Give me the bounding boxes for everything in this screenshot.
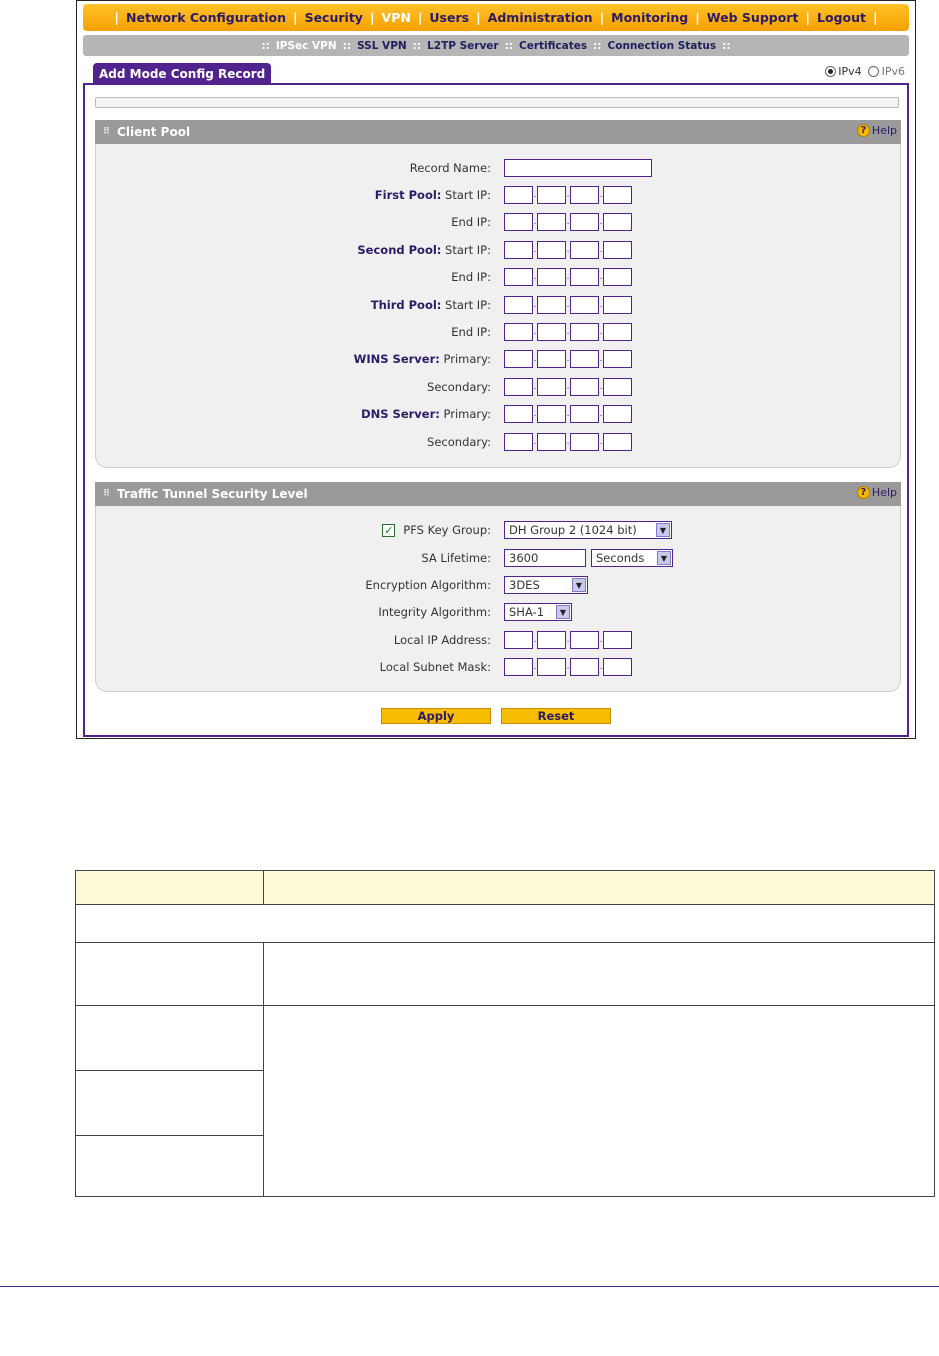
ip-dot: . [566,272,570,283]
ip-row [96,268,900,288]
ipv4-label: IPv4 [838,65,862,78]
ip-group-label: DNS Server: [361,407,440,422]
ip-dot: . [533,217,537,228]
footer-divider [0,1286,939,1287]
nav-monitoring[interactable]: Monitoring [611,10,689,25]
ip-version-selector [825,65,905,78]
ip-address-input[interactable] [504,405,632,423]
ip-octet-input[interactable] [504,323,533,341]
ip-octet-input[interactable] [537,241,566,259]
section-title: Traffic Tunnel Security Level [117,487,308,501]
ip-dot: . [533,299,537,310]
sa-lifetime-row [96,549,900,569]
ip-octet-input[interactable] [570,378,599,396]
integrity-row [96,603,900,623]
sa-lifetime-label: SA Lifetime: [421,551,491,565]
record-name-row [96,159,900,179]
ip-field-label: Secondary: [427,434,491,449]
reset-button[interactable]: Reset [501,708,611,724]
ip-row-label [451,215,491,229]
ip-dot: . [533,272,537,283]
ip-address-input[interactable] [504,323,632,341]
ip-row [96,405,900,425]
nav-security[interactable]: Security [304,10,363,25]
ip-group-label: Third Pool: [370,297,442,312]
help-icon: ? [857,124,870,137]
nav-logout[interactable]: Logout [817,10,866,25]
ip-field-label: End IP: [451,325,491,339]
ip-octet-input[interactable] [504,186,533,204]
ipv6-label: IPv6 [881,65,905,78]
table-header-row [76,871,935,905]
ip-row-label [451,325,491,339]
table-cell [76,943,264,1006]
ip-dot: . [599,244,603,255]
ip-dot: . [566,662,570,672]
ip-dot: . [599,217,603,228]
table-header-cell [76,871,264,905]
ip-octet-input[interactable] [537,296,566,314]
help-link[interactable] [857,486,897,499]
ip-dot: . [599,662,603,672]
encryption-select[interactable] [504,576,588,594]
ip-octet-input[interactable] [570,296,599,314]
integrity-value: SHA-1 [509,605,545,619]
ip-octet-input[interactable] [537,658,566,676]
ip-octet-input[interactable] [504,350,533,368]
ip-row [96,323,900,343]
section-title: Client Pool [117,125,191,139]
nav-vpn[interactable]: VPN [381,10,411,25]
subnav-ssl-vpn[interactable]: SSL VPN [357,39,407,52]
local-subnet-label: Local Subnet Mask: [379,660,491,674]
pfs-key-group-value: DH Group 2 (1024 bit) [509,523,637,537]
ip-row [96,433,900,453]
traffic-tunnel-section [95,482,901,692]
ip-octet-input[interactable] [603,213,632,231]
ip-octet-input[interactable] [570,405,599,423]
integrity-select[interactable] [504,603,572,621]
ip-dot: . [566,635,570,645]
encryption-row [96,576,900,596]
table-header-cell [264,871,935,905]
ip-row [96,186,900,206]
ip-address-input[interactable] [504,350,632,368]
encryption-value: 3DES [509,578,540,592]
action-buttons [85,708,907,728]
ip-dot: . [533,327,537,337]
tab-add-mode-config-record[interactable]: Add Mode Config Record [93,63,271,84]
pfs-key-group-select[interactable] [504,521,672,539]
ip-dot: . [566,217,570,228]
ip-octet-input[interactable] [504,631,533,649]
encryption-label: Encryption Algorithm: [365,578,491,592]
ip-dot: . [566,354,570,365]
ip-row-label [354,352,491,366]
local-subnet-input[interactable] [504,658,632,676]
ip-group-label: First Pool: [374,188,442,202]
ip-dot: . [599,381,603,392]
ip-octet-input[interactable] [570,241,599,259]
ip-field-label: Start IP: [445,242,491,257]
ip-octet-input[interactable] [603,378,632,396]
table-cell [76,1006,264,1071]
ip-octet-input[interactable] [504,378,533,396]
ip-address-input[interactable] [504,186,632,204]
local-subnet-row [96,658,900,678]
ip-address-input[interactable] [504,433,632,451]
ip-dot: . [533,244,537,255]
ip-row-label [427,380,491,394]
pfs-row [96,521,900,541]
ip-octet-input[interactable] [504,433,533,451]
pfs-label: PFS Key Group: [403,523,491,537]
ip-octet-input[interactable] [537,213,566,231]
subnav-connection-status[interactable]: Connection Status [607,39,717,52]
table-cell [76,1136,264,1197]
ip-dot: . [566,190,570,200]
subnav-certificates[interactable]: Certificates [519,39,588,52]
ip-field-label: Secondary: [427,379,491,394]
help-link[interactable] [857,124,897,137]
ip-dot: . [599,354,603,365]
nav-web-support[interactable]: Web Support [706,10,799,25]
chevron-down-icon: ▼ [556,605,570,619]
ip-row-label [375,188,491,202]
checkmark-icon: ✓ [384,524,394,537]
ip-group-label: Second Pool: [357,242,442,257]
ip-field-label: Start IP: [445,188,491,202]
ip-row-label [451,270,491,284]
ip-address-input[interactable] [504,241,632,259]
ip-dot: . [533,354,537,365]
ip-octet-input[interactable] [537,350,566,368]
table-row [76,943,935,1006]
ip-octet-input[interactable] [603,405,632,423]
sa-lifetime-input[interactable]: 3600 [504,549,586,567]
section-grip-icon: ⠿ [103,127,110,137]
ip-dot: . [599,409,603,420]
ip-octet-input[interactable] [570,433,599,451]
ip-octet-input[interactable] [603,350,632,368]
subnav-l2tp-server[interactable]: L2TP Server [427,39,499,52]
ip-dot: . [533,409,537,420]
ip-dot: . [599,436,603,447]
ip-octet-input[interactable] [603,658,632,676]
ip-dot: . [566,381,570,392]
ip-field-label: Start IP: [445,297,491,312]
ip-row [96,378,900,398]
help-label: Help [871,486,897,499]
ip-octet-input[interactable] [570,631,599,649]
local-ip-input[interactable] [504,631,632,649]
ip-dot: . [533,190,537,200]
ip-octet-input[interactable] [537,405,566,423]
ip-octet-input[interactable] [570,268,599,286]
nav-users[interactable]: Users [429,10,470,25]
ip-address-input[interactable] [504,296,632,314]
ip-octet-input[interactable] [537,378,566,396]
pfs-checkbox[interactable] [382,524,395,537]
ip-octet-input[interactable] [504,405,533,423]
chevron-down-icon: ▼ [572,578,586,592]
chevron-down-icon: ▼ [657,551,671,565]
ip-row [96,241,900,261]
local-ip-label: Local IP Address: [393,633,491,647]
table-row [76,905,935,943]
sub-navigation: :: IPSec VPN :: SSL VPN :: L2TP Server :: Certificates :: Connection Status :: [83,35,909,56]
ip-octet-input[interactable] [537,268,566,286]
integrity-label: Integrity Algorithm: [378,605,491,619]
ip-group-label: WINS Server: [353,352,440,367]
client-pool-section [95,120,901,468]
ip-octet-input[interactable] [504,241,533,259]
ip-dot: . [599,635,603,645]
ip-octet-input[interactable] [537,433,566,451]
ip-dot: . [566,244,570,255]
ip-dot: . [533,635,537,645]
table-cell [76,905,935,943]
ip-octet-input[interactable] [603,268,632,286]
ip-octet-input[interactable] [603,241,632,259]
nav-administration[interactable]: Administration [487,10,593,25]
ip-octet-input[interactable] [603,631,632,649]
ip-dot: . [599,190,603,200]
ip-address-input[interactable] [504,213,632,231]
help-icon: ? [857,486,870,499]
ip-octet-input[interactable] [504,213,533,231]
ip-row-label [371,298,491,312]
nav-network-configuration[interactable]: Network Configuration [126,10,286,25]
ip-octet-input[interactable] [504,296,533,314]
message-bar [95,97,899,108]
ip-octet-input[interactable] [603,186,632,204]
ip-octet-input[interactable] [570,350,599,368]
ip-field-label: End IP: [451,215,491,230]
main-navigation: | Network Configuration | Security | VPN | Users | Administration | Monitoring | Web Support | Logout | [83,4,909,31]
ip-dot: . [599,272,603,283]
ip-field-label: Primary: [443,407,491,422]
document-table [75,870,935,1197]
sa-lifetime-unit-value: Seconds [596,551,645,565]
table-cell [76,1071,264,1136]
table-row [76,1006,935,1071]
ip-octet-input[interactable] [537,186,566,204]
ip-dot: . [566,327,570,337]
ip-row [96,213,900,233]
ip-octet-input[interactable] [603,296,632,314]
ip-field-label: Primary: [443,352,491,367]
ip-row [96,296,900,316]
ip-field-label: End IP: [451,270,491,285]
chevron-down-icon: ▼ [656,523,670,537]
section-grip-icon: ⠿ [103,489,110,499]
local-ip-row [96,631,900,651]
ip-octet-input[interactable] [504,658,533,676]
ip-octet-input[interactable] [570,186,599,204]
table-cell [264,1006,935,1197]
ip-row [96,350,900,370]
ip-row-label [357,243,491,257]
client-pool-header [95,120,901,144]
ip-dot: . [533,436,537,447]
table-cell [264,943,935,1006]
ip-dot: . [566,436,570,447]
ip-octet-input[interactable] [570,213,599,231]
ipv4-radio[interactable] [825,66,836,77]
ip-octet-input[interactable] [570,658,599,676]
ip-address-input[interactable] [504,378,632,396]
screenshot-frame [76,0,916,739]
sa-lifetime-unit-select[interactable] [591,549,673,567]
ip-dot: . [533,381,537,392]
ip-octet-input[interactable] [537,323,566,341]
ip-octet-input[interactable] [570,323,599,341]
ip-dot: . [599,327,603,337]
content-panel [83,83,909,737]
ip-octet-input[interactable] [603,323,632,341]
help-label: Help [871,124,897,137]
ip-dot: . [566,409,570,420]
ip-address-input[interactable] [504,268,632,286]
record-name-label: Record Name: [409,161,491,175]
ip-dot: . [566,299,570,310]
subnav-ipsec-vpn[interactable]: IPSec VPN [275,39,337,52]
ip-octet-input[interactable] [537,631,566,649]
apply-button[interactable]: Apply [381,708,491,724]
ip-row-label [361,407,491,421]
ip-row-label [427,435,491,449]
traffic-tunnel-header [95,482,901,506]
ip-octet-input[interactable] [603,433,632,451]
pfs-label-wrap [382,523,491,537]
ip-octet-input[interactable] [504,268,533,286]
ip-dot: . [533,662,537,672]
record-name-input[interactable] [504,159,652,177]
ip-dot: . [599,299,603,310]
ipv6-radio[interactable] [868,66,879,77]
